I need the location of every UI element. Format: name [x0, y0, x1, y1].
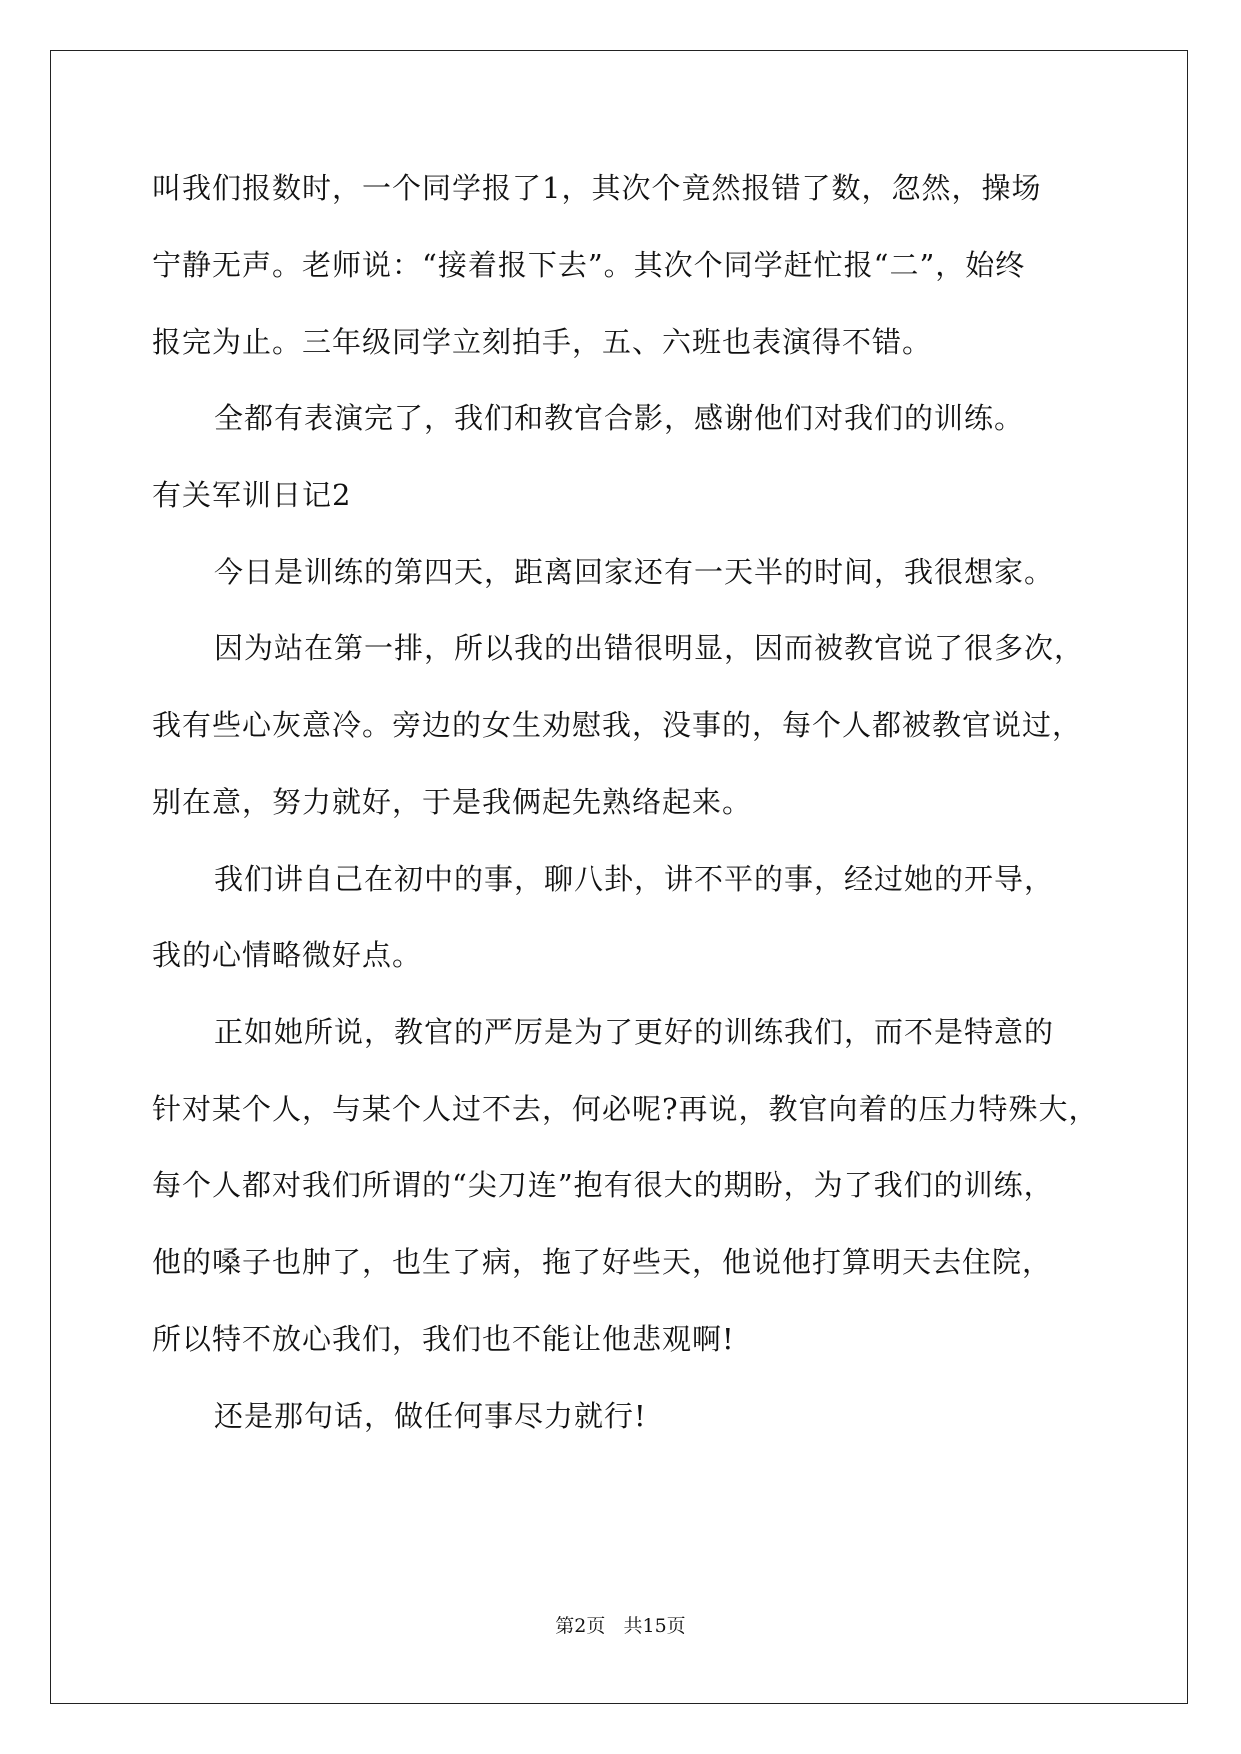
text-line: 我有些心灰意冷。旁边的女生劝慰我，没事的，每个人都被教官说过， — [152, 708, 1083, 742]
text-line: 叫我们报数时，一个同学报了1，其次个竟然报错了数，忽然，操场 — [152, 171, 1042, 205]
text-line: 因为站在第一排，所以我的出错很明显，因而被教官说了很多次， — [214, 631, 1085, 665]
page-footer: 第2页 共15页 — [555, 1615, 686, 1637]
text-line: 我们讲自己在初中的事，聊八卦，讲不平的事，经过她的开导， — [214, 862, 1055, 896]
text-line: 所以特不放心我们，我们也不能让他悲观啊! — [152, 1322, 735, 1356]
text-line: 还是那句话，做任何事尽力就行! — [214, 1399, 647, 1433]
text-line: 每个人都对我们所谓的“尖刀连”抱有很大的期盼，为了我们的训练， — [152, 1168, 1054, 1202]
text-line: 别在意，努力就好，于是我俩起先熟络起来。 — [152, 785, 753, 819]
text-line: 全都有表演完了，我们和教官合影，感谢他们对我们的训练。 — [214, 401, 1025, 435]
text-line: 我的心情略微好点。 — [152, 938, 423, 972]
text-line: 报完为止。三年级同学立刻拍手，五、六班也表演得不错。 — [152, 325, 933, 359]
text-line: 宁静无声。老师说：“接着报下去”。其次个同学赶忙报“二”，始终 — [152, 248, 1026, 282]
section-heading: 有关军训日记2 — [152, 478, 352, 512]
text-line: 今日是训练的第四天，距离回家还有一天半的时间，我很想家。 — [214, 555, 1055, 589]
text-line: 正如她所说，教官的严厉是为了更好的训练我们，而不是特意的 — [214, 1015, 1055, 1049]
text-line: 针对某个人，与某个人过不去，何必呢?再说，教官向着的压力特殊大， — [152, 1092, 1099, 1126]
text-line: 他的嗓子也肿了，也生了病，拖了好些天，他说他打算明天去住院， — [152, 1245, 1053, 1279]
